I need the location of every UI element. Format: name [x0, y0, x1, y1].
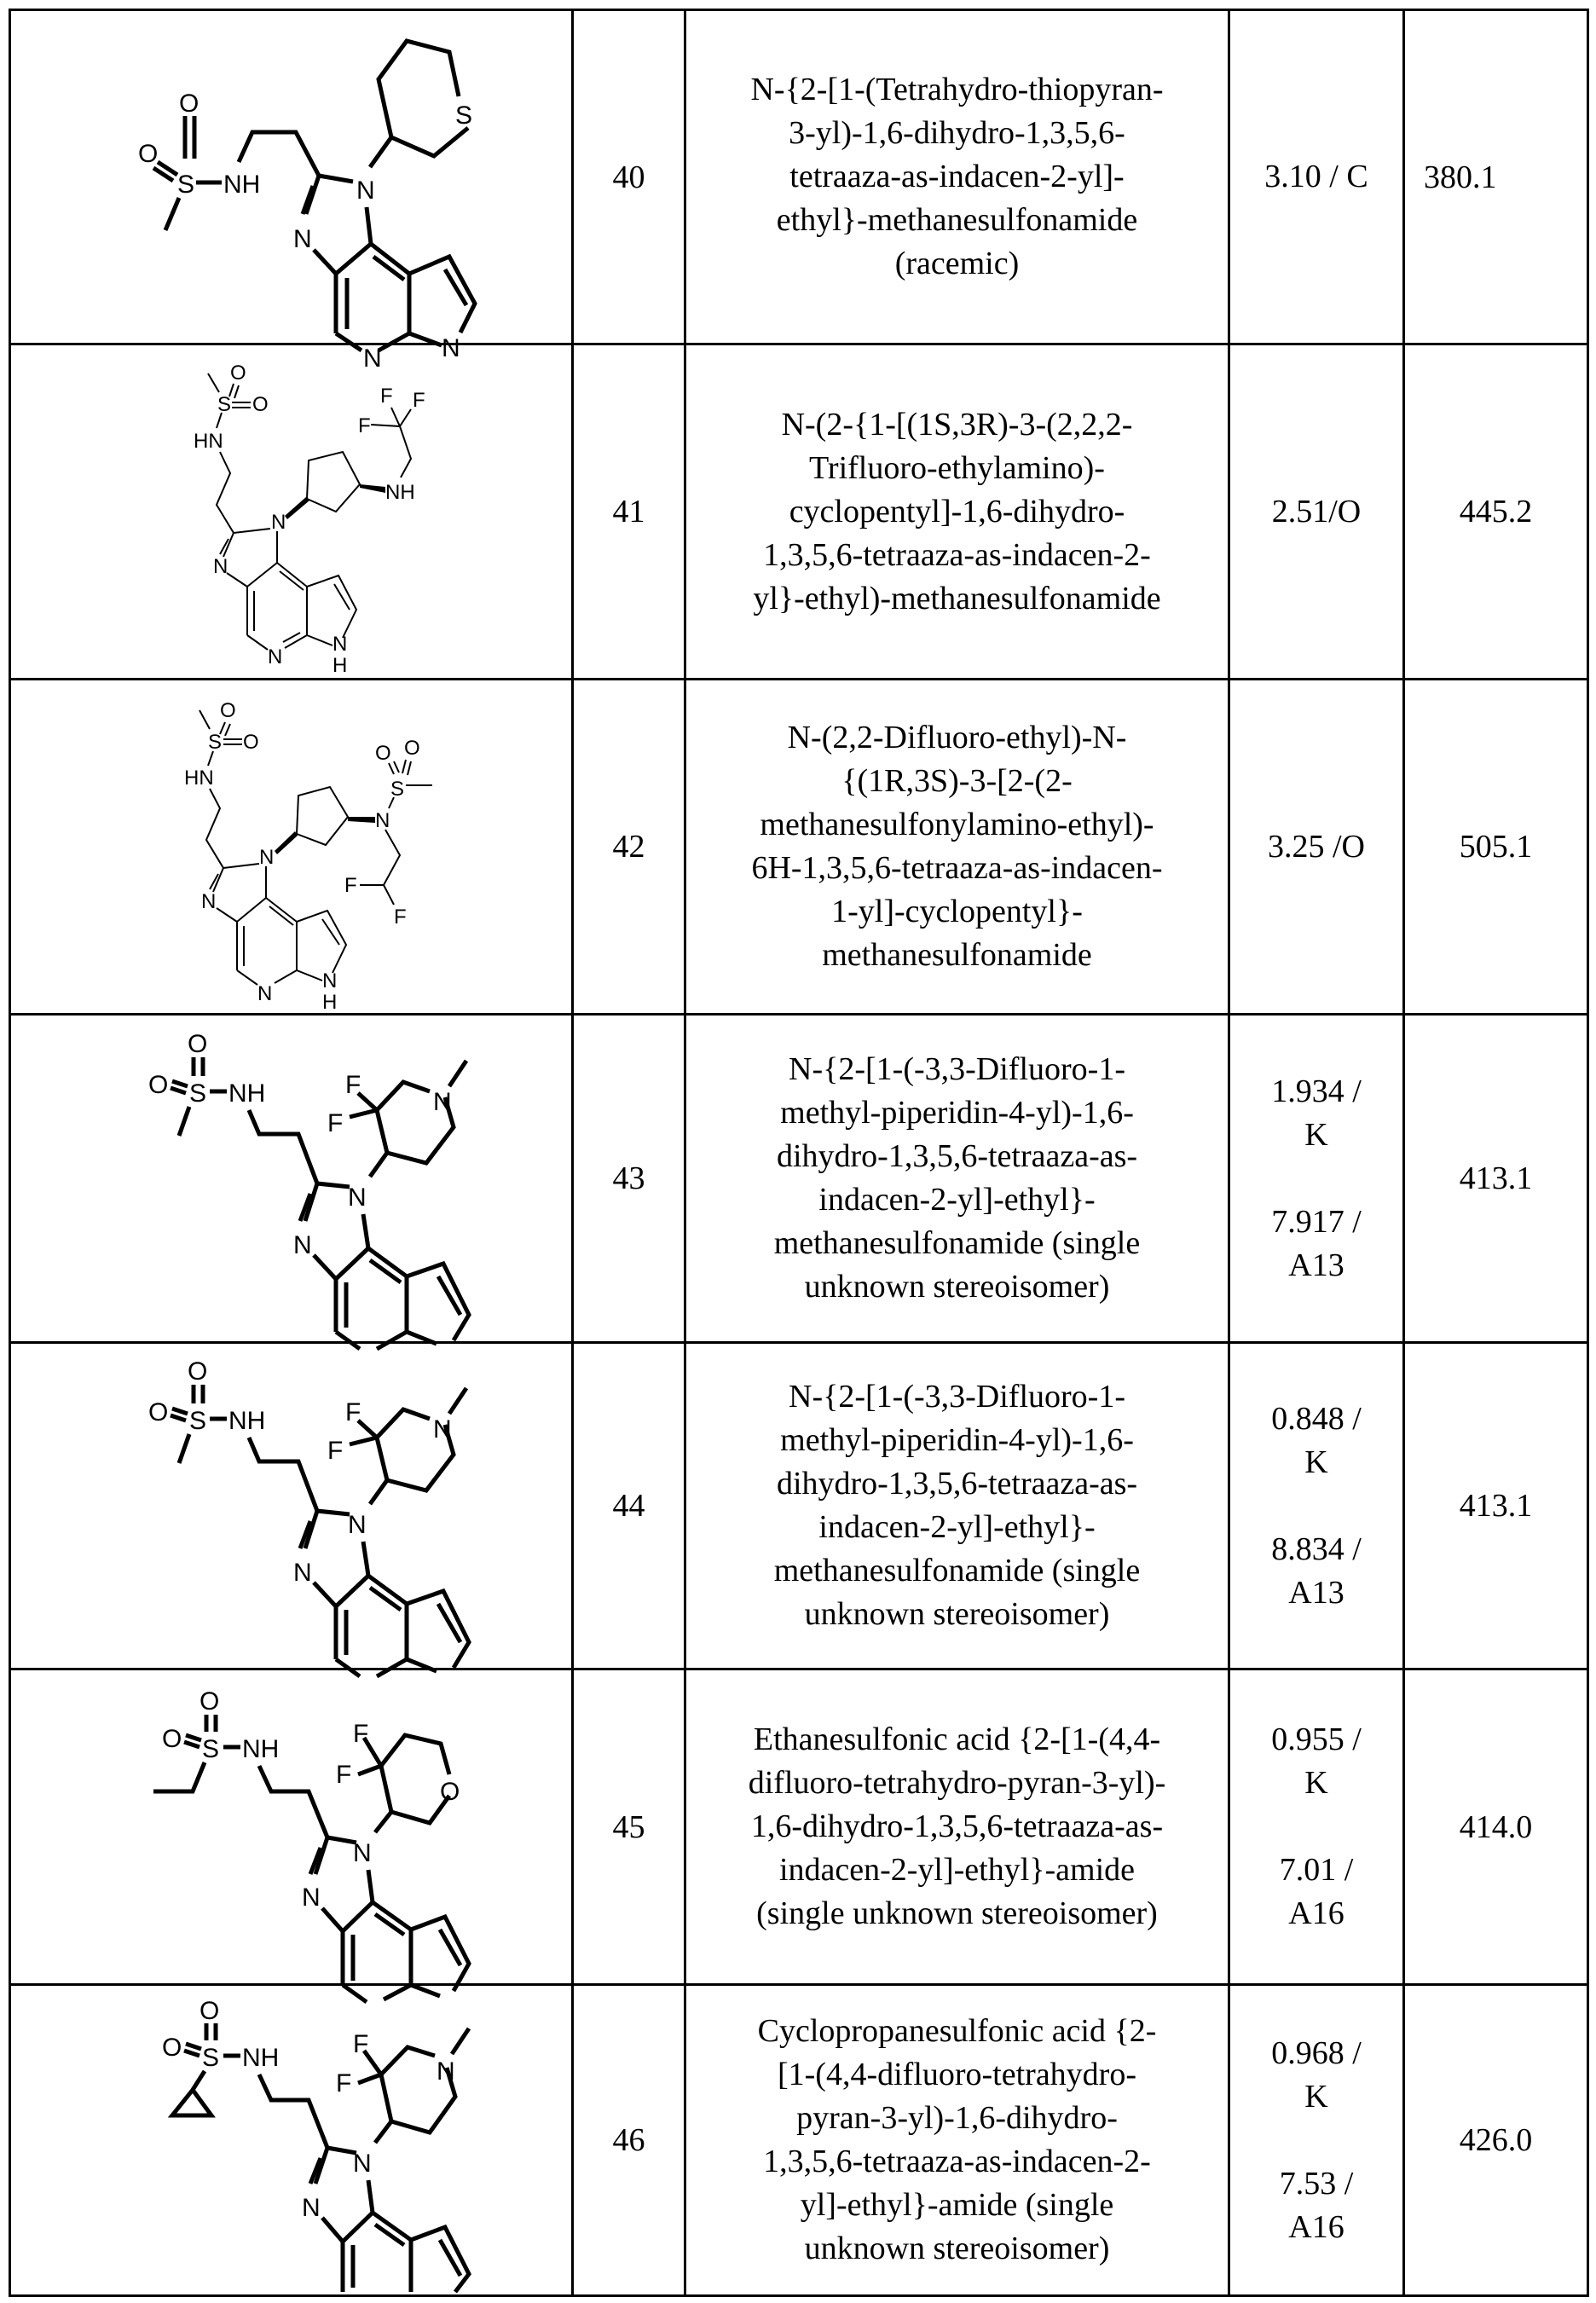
svg-text:N: N — [352, 2149, 372, 2178]
svg-text:N: N — [436, 2057, 455, 2086]
retention-time-method: 3.10 / C — [1229, 10, 1404, 344]
svg-text:N: N — [441, 333, 460, 362]
svg-text:F: F — [379, 385, 393, 408]
svg-text:O: O — [187, 1357, 207, 1386]
svg-text:O: O — [161, 2033, 182, 2062]
chemical-structure-icon — [19, 1016, 564, 1340]
svg-text:F: F — [327, 1109, 343, 1137]
svg-text:O: O — [403, 737, 420, 760]
table-row — [10, 1015, 1588, 1343]
svg-text:O: O — [439, 1777, 460, 1806]
svg-text:O: O — [229, 362, 246, 385]
compound-number: 42 — [573, 680, 685, 1015]
svg-text:NH: NH — [228, 1079, 265, 1108]
svg-text:N: N — [270, 511, 286, 534]
table-row — [10, 680, 1588, 1015]
svg-text:HN: HN — [183, 767, 214, 790]
svg-text:N: N — [301, 1883, 321, 1912]
compound-name: N-{2-[1-(-3,3-Difluoro-1- methyl-piperidin-4-yl)-1,6- dihydro-1,3,5,6-tetraaza-as- indacen-2-yl]-ethyl}- methanesulfonamide (single unknown stereoisomer) — [685, 1015, 1229, 1343]
svg-text:NH: NH — [385, 481, 415, 504]
chemical-structure-icon — [19, 1674, 564, 1981]
compound-name: N-(2,2-Difluoro-ethyl)-N- {(1R,3S)-3-[2-(2- methanesulfonylamino-ethyl)- 6H-1,3,5,6-tetraaza-as-indacen- 1-yl]-cyclopentyl}- methanesulfonamide — [685, 680, 1229, 1015]
svg-text:F: F — [352, 1719, 368, 1748]
svg-text:N: N — [332, 633, 347, 656]
retention-time-method: 1.934 / K 7.917 / A13 — [1229, 1015, 1404, 1343]
svg-text:N: N — [347, 1511, 367, 1539]
svg-text:O: O — [137, 139, 158, 168]
chemical-structure-icon — [19, 350, 564, 677]
svg-text:S: S — [201, 1734, 219, 1763]
table-row — [10, 1985, 1588, 2296]
chemical-structure-icon — [19, 1989, 564, 2292]
structure-cell — [10, 1985, 573, 2296]
svg-text:N: N — [301, 2193, 321, 2222]
svg-text:F: F — [335, 1760, 351, 1789]
structure-cell — [10, 1343, 573, 1669]
svg-text:N: N — [257, 982, 272, 1005]
structure-cell — [10, 1015, 573, 1343]
table-row — [10, 10, 1588, 344]
svg-text:N: N — [292, 1231, 312, 1259]
mass-spec-value: 413.1 — [1404, 1343, 1588, 1669]
retention-time-method: 2.51/O — [1229, 344, 1404, 680]
retention-time-method: 0.955 / K 7.01 / A16 — [1229, 1669, 1404, 1985]
compound-name: N-{2-[1-(-3,3-Difluoro-1- methyl-piperidin-4-yl)-1,6- dihydro-1,3,5,6-tetraaza-as- indacen-2-yl]-ethyl}- methanesulfonamide (single unknown stereoisomer) — [685, 1343, 1229, 1669]
svg-text:N: N — [347, 1183, 367, 1212]
svg-text:S: S — [188, 1079, 206, 1108]
svg-text:O: O — [374, 742, 391, 765]
svg-text:HN: HN — [193, 430, 223, 453]
compound-name: Cyclopropanesulfonic acid {2- [1-(4,4-difluoro-tetrahydro- pyran-3-yl)-1,6-dihydro- 1,3,5,6-tetraaza-as-indacen-2- yl]-ethyl}-amide (single unknown stereoisomer) — [685, 1985, 1229, 2296]
svg-text:N: N — [258, 846, 274, 869]
table-row — [10, 1343, 1588, 1669]
svg-text:S: S — [454, 101, 472, 130]
svg-text:H: H — [332, 654, 347, 677]
compound-number: 44 — [573, 1343, 685, 1669]
svg-text:N: N — [352, 1838, 372, 1867]
svg-text:NH: NH — [241, 2043, 279, 2072]
svg-text:N: N — [200, 890, 216, 913]
svg-text:F: F — [344, 874, 357, 897]
compound-name: Ethanesulfonic acid {2-[1-(4,4- difluoro-tetrahydro-pyran-3-yl)- 1,6-dihydro-1,3,5,6-tetraaza-as- indacen-2-yl]-ethyl}-amide (single unknown stereoisomer) — [685, 1669, 1229, 1985]
structure-cell — [10, 1669, 573, 1985]
compound-number: 43 — [573, 1015, 685, 1343]
svg-text:F: F — [335, 2069, 351, 2098]
svg-text:O: O — [252, 393, 269, 416]
structure-cell — [10, 680, 573, 1015]
svg-text:N: N — [292, 1559, 312, 1587]
svg-text:S: S — [217, 393, 231, 416]
svg-text:F: F — [393, 906, 407, 929]
svg-text:S: S — [207, 731, 222, 754]
svg-text:S: S — [201, 2043, 219, 2072]
mass-spec-value: 380.1 — [1404, 10, 1588, 344]
table-row — [10, 1669, 1588, 1985]
svg-text:F: F — [412, 389, 425, 412]
svg-text:N: N — [267, 645, 282, 668]
chemical-structure-icon — [19, 1344, 564, 1668]
svg-text:N: N — [432, 1415, 452, 1444]
compound-number: 46 — [573, 1985, 685, 2296]
chemical-structure-icon — [19, 15, 564, 373]
mass-spec-value: 414.0 — [1404, 1669, 1588, 1985]
svg-text:NH: NH — [228, 1407, 265, 1435]
mass-spec-value: 445.2 — [1404, 344, 1588, 680]
compound-name: N-(2-{1-[(1S,3R)-3-(2,2,2- Trifluoro-ethylamino)- cyclopentyl]-1,6-dihydro- 1,3,5,6-tetraaza-as-indacen-2- yl}-ethyl)-methanesulfonamide — [685, 344, 1229, 680]
svg-text:O: O — [178, 89, 199, 118]
svg-text:N: N — [432, 1088, 452, 1116]
svg-text:F: F — [357, 414, 371, 437]
structure-cell — [10, 344, 573, 680]
svg-text:N: N — [362, 344, 382, 373]
compound-name: N-{2-[1-(Tetrahydro-thiopyran- 3-yl)-1,6-dihydro-1,3,5,6- tetraaza-as-indacen-2-yl]- ethyl}-methanesulfonamide (racemic) — [685, 10, 1229, 344]
svg-text:N: N — [212, 555, 228, 578]
svg-text:N: N — [292, 224, 312, 253]
chemical-structure-icon — [19, 685, 564, 1014]
svg-text:O: O — [242, 731, 259, 754]
svg-text:N: N — [374, 809, 390, 832]
svg-text:O: O — [161, 1724, 182, 1753]
svg-text:H: H — [321, 991, 337, 1014]
table-row — [10, 344, 1588, 680]
compound-table — [9, 9, 1589, 2297]
svg-text:F: F — [327, 1437, 343, 1465]
structure-cell — [10, 10, 573, 373]
svg-text:O: O — [147, 1398, 168, 1426]
svg-text:S: S — [188, 1407, 206, 1435]
svg-text:N: N — [321, 969, 337, 992]
svg-text:O: O — [187, 1030, 207, 1058]
mass-spec-value: 413.1 — [1404, 1015, 1588, 1343]
svg-text:O: O — [199, 1996, 219, 2025]
compound-number: 40 — [573, 10, 685, 344]
svg-text:S: S — [390, 778, 404, 801]
svg-text:NH: NH — [241, 1734, 279, 1763]
mass-spec-value: 505.1 — [1404, 680, 1588, 1015]
svg-text:S: S — [176, 170, 194, 199]
compound-number: 45 — [573, 1669, 685, 1985]
svg-text:NH: NH — [223, 170, 260, 199]
svg-text:F: F — [352, 2029, 368, 2058]
svg-text:F: F — [344, 1071, 361, 1099]
mass-spec-value: 426.0 — [1404, 1985, 1588, 2296]
compound-number: 41 — [573, 344, 685, 680]
svg-text:F: F — [344, 1398, 361, 1426]
svg-text:O: O — [147, 1071, 168, 1099]
svg-text:O: O — [199, 1687, 219, 1716]
svg-text:N: N — [356, 176, 375, 205]
svg-text:O: O — [219, 699, 236, 722]
retention-time-method: 0.968 / K 7.53 / A16 — [1229, 1985, 1404, 2296]
retention-time-method: 0.848 / K 8.834 / A13 — [1229, 1343, 1404, 1669]
retention-time-method: 3.25 /O — [1229, 680, 1404, 1015]
